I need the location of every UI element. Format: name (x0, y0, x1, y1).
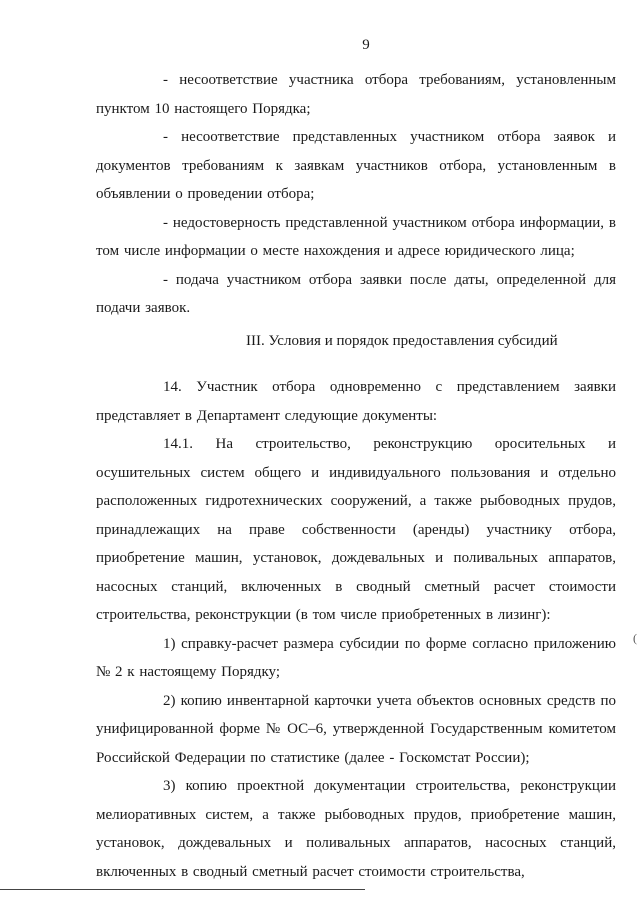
document-body (96, 60, 616, 886)
list-item: 1) справку-расчет размера субсидии по форме согласно приложению № 2 к настоящему Порядку; (96, 635, 616, 680)
page-number: 9 (362, 37, 370, 53)
footer-divider (0, 889, 365, 890)
paragraph-14-1: 14.1. На строительство, реконструкцию оросительных и осушительных систем общего и индивидуального пользования и отдельно расположенных гидротехнических сооружений, а также рыбоводных прудов, принадлежащих на праве собственности (аренды) участнику отбора, приобретение машин, установок, дождевальных и поливальных аппаратов, насосных станций, включенных в сводный сметный расчет стоимости строительства, реконструкции (в том числе приобретенных в лизинг): (96, 436, 616, 623)
margin-mark: ( (633, 631, 637, 645)
list-item: 3) копию проектной документации строительства, реконструкции мелиоративных систем, а также рыбоводных прудов, приобретение машин, установок, дождевальных и поливальных аппаратов, насосных станций, включенных в сводный сметный расчет стоимости строительства, (96, 778, 616, 880)
paragraph-14: 14. Участник отбора одновременно с представлением заявки представляет в Департамент следующие документы: (96, 379, 616, 424)
list-item: - подача участником отбора заявки после даты, определенной для подачи заявок. (96, 271, 616, 316)
section-heading: III. Условия и порядок предоставления субсидий (246, 332, 558, 349)
list-item: - недостоверность представленной участником отбора информации, в том числе информации о месте нахождения и адресе юридического лица; (96, 214, 616, 259)
list-item: 2) копию инвентарной карточки учета объектов основных средств по унифицированной форме № ОС–6, утвержденной Государственным комитетом Российской Федерации по статистике (далее - Госкомстат России); (96, 692, 616, 766)
list-item: - несоответствие участника отбора требованиям, установленным пунктом 10 настоящего Порядка; (96, 72, 616, 117)
list-item: - несоответствие представленных участником отбора заявок и документов требованиям к заявкам участников отбора, установленным в объявлении о проведении отбора; (96, 129, 616, 202)
